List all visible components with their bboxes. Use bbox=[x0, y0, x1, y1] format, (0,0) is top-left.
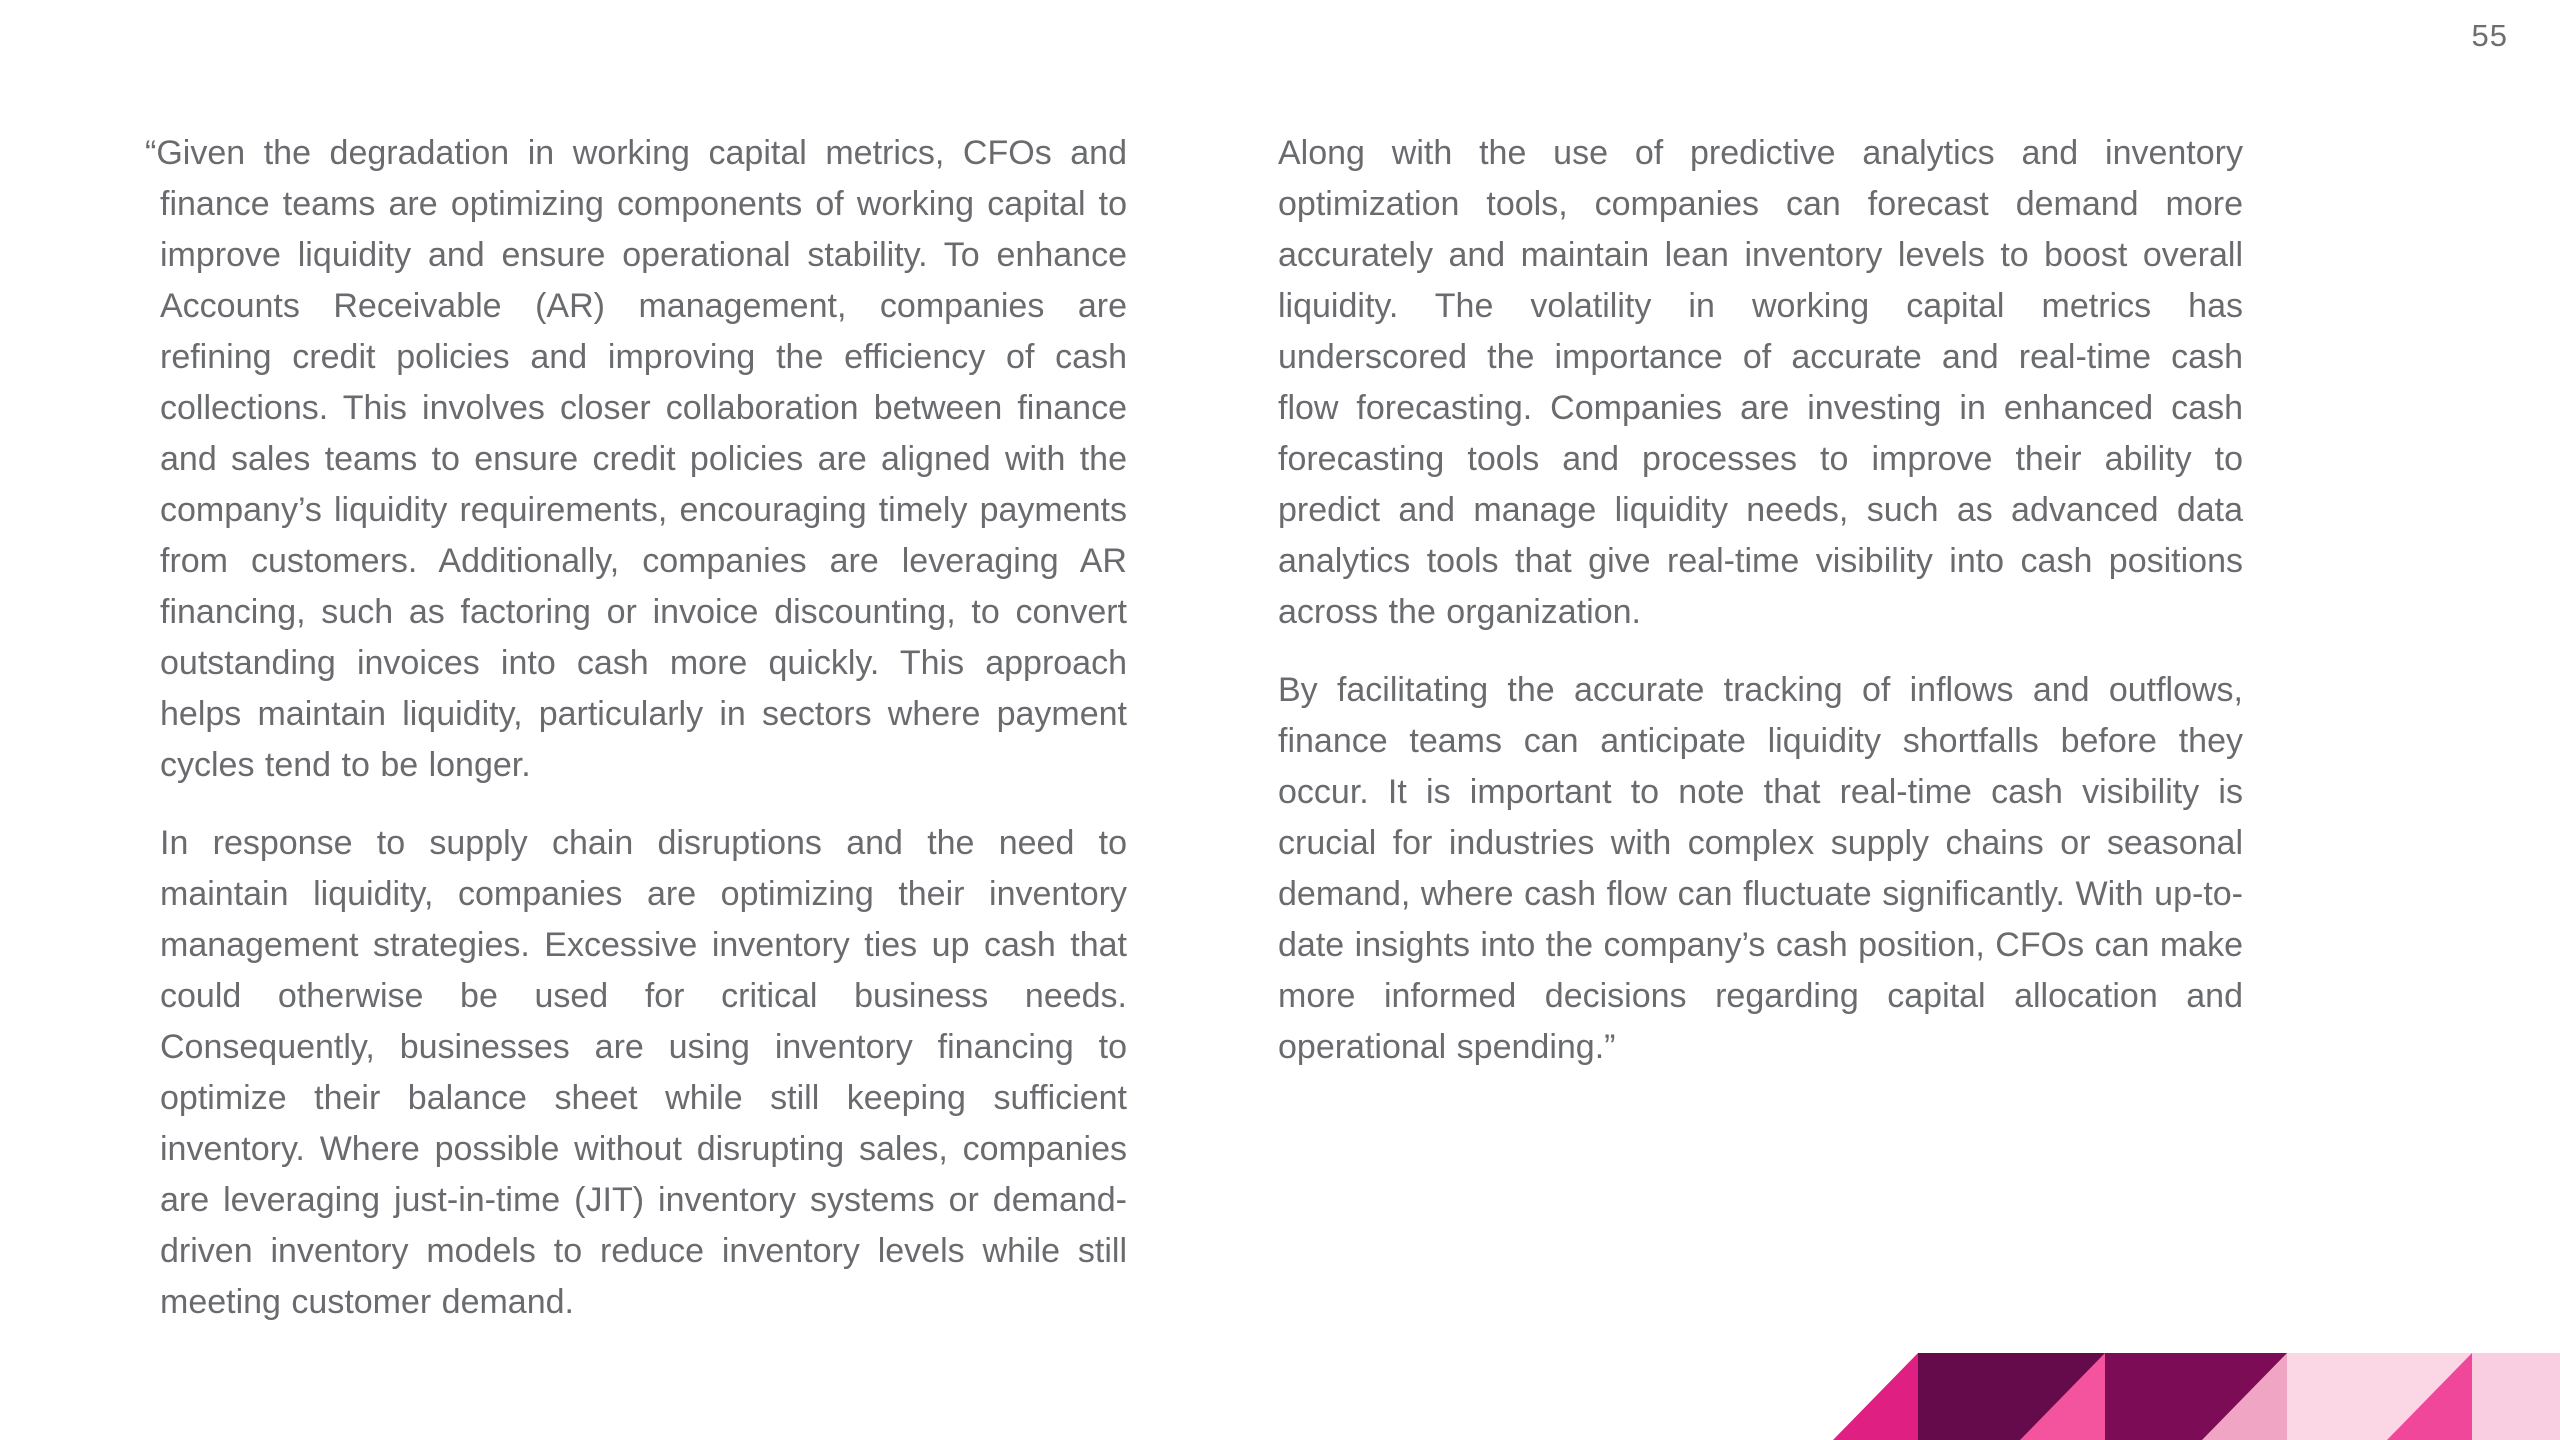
left-column bbox=[145, 128, 1127, 1355]
paragraph-inventory-management: In response to supply chain disruptions and the need to maintain liquidity, companies are optimizing their inventory management strategies. Excessive inventory ties up cash that could otherwise be used for critical business needs. Consequently, businesses are using inventory financing to optimize their balance sheet while still keeping sufficient inventory. Where possible without disrupting sales, companies are leveraging just-in-time (JIT) inventory systems or demand-driven inventory models to reduce inventory levels while still meeting customer demand. bbox=[160, 824, 1127, 1321]
right-column bbox=[1278, 128, 2243, 1100]
triangle-magenta-lead bbox=[1833, 1353, 1918, 1440]
paragraph-working-capital: “Given the degradation in working capital metrics, CFOs and finance teams are optimizing components of working capital to improve liquidity and ensure operational stability. To enhance Accounts Receivable (AR) management, companies are refining credit policies and improving the efficiency of cash collections. This involves closer collaboration between finance and sales teams to ensure credit policies are aligned with the company’s liquidity requirements, encouraging timely payments from customers. Additionally, companies are leveraging AR financing, such as factoring or invoice discounting, to convert outstanding invoices into cash more quickly. This approach helps maintain liquidity, particularly in sectors where payment cycles tend to be longer. bbox=[145, 134, 1127, 784]
page-number: 55 bbox=[2471, 18, 2508, 53]
paragraph-predictive-analytics: Along with the use of predictive analytics and inventory optimization tools, companies can forecast demand more accurately and maintain lean inventory levels to boost overall liquidity. The volatility in working capital metrics has underscored the importance of accurate and real-time cash flow forecasting. Companies are investing in enhanced cash forecasting tools and processes to improve their ability to predict and manage liquidity needs, such as advanced data analytics tools that give real-time visibility into cash positions across the organization. bbox=[1278, 134, 2243, 631]
triangle-pattern-decoration bbox=[1820, 1353, 2560, 1440]
square-pale-pink bbox=[2472, 1353, 2560, 1440]
paragraph-cash-visibility: By facilitating the accurate tracking of inflows and outflows, finance teams can anticipate liquidity shortfalls before they occur. It is important to note that real-time cash visibility is crucial for industries with complex supply chains or seasonal demand, where cash flow can fluctuate significantly. With up-to-date insights into the company’s cash position, CFOs can make more informed decisions regarding capital allocation and operational spending.” bbox=[1278, 671, 2243, 1066]
